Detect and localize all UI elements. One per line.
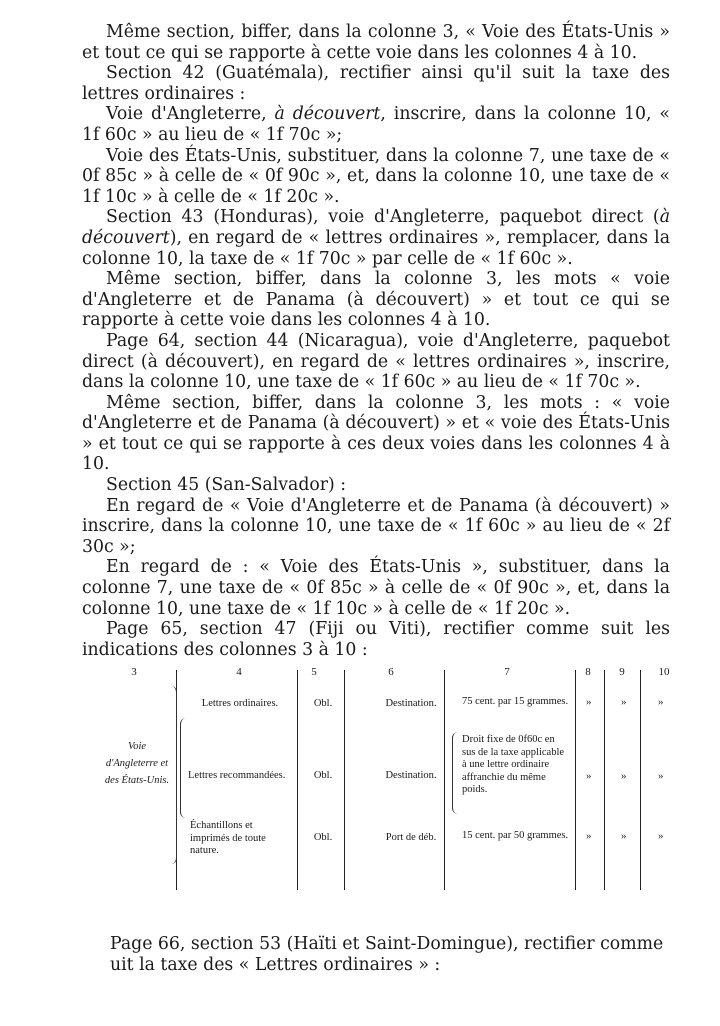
rule-col-9-10 — [640, 670, 641, 890]
row-1-obligation: Obl. — [313, 698, 333, 709]
row-2-tax: Droit fixe de 0f60c en sus de la taxe applicable à une lettre ordinaire affranchie du même poids. — [462, 734, 565, 795]
col-head-9: 9 — [619, 666, 625, 678]
row-1-tax: 75 cent. par 15 grammes. — [462, 696, 569, 707]
paragraph-9: Section 45 (San-Salvador) : — [106, 475, 347, 496]
row-1-col-8: » — [586, 696, 592, 708]
paragraph-5-rest: ), en regard de « lettres ordinaires », remplacer, dans la colonne 10, la taxe de « 1f 70c » par celle de « 1f 60c ». — [82, 227, 670, 269]
col-head-8: 8 — [585, 666, 591, 678]
row-3-obligation: Obl. — [313, 832, 333, 843]
paragraph-3-italic: à découvert — [274, 104, 381, 125]
row-2-type: Lettres recommandées. — [188, 770, 286, 781]
rule-col-7-8 — [575, 670, 576, 890]
col-head-3: 3 — [131, 666, 137, 678]
row-3-col-9: » — [621, 830, 627, 842]
paragraph-10: En regard de « Voie d'Angleterre et de Panama (à découvert) » inscrire, dans la colonne 10, une taxe de « 1f 60c » au lieu de « 2f 30c »; — [82, 495, 670, 557]
paragraph-6: Même section, biffer, dans la colonne 3, les mots « voie d'Angleterre et de Panama (à découvert) » et tout ce qui se rapporte à cette voie dans les colonnes 4 à 10. — [82, 269, 670, 331]
col-head-10: 10 — [658, 666, 670, 678]
route-label: Voie d'Angleterre et des États-Unis. — [104, 741, 170, 786]
rule-col-5-6 — [344, 670, 345, 890]
row-1-col-10: » — [658, 696, 664, 708]
row-3-tax: 15 cent. par 50 grammes. — [462, 830, 569, 841]
rule-col-6-7 — [444, 670, 445, 890]
tariff-table — [104, 666, 680, 892]
row-1-col-9: » — [621, 696, 627, 708]
row-2-obligation: Obl. — [313, 770, 333, 781]
paragraph-5-italic: à découvert — [82, 207, 670, 248]
paragraph-4: Voie des États-Unis, substituer, dans la colonne 7, une taxe de « 0f 85c » à celle de « 0f 90c », et, dans la colonne 10, une taxe de « 1f 10c » à celle de « 1f 20c ». — [82, 145, 670, 207]
row-1-type: Lettres ordinaires. — [201, 698, 279, 709]
paragraph-3 — [82, 104, 670, 145]
paragraph-5 — [82, 207, 670, 269]
row-2-col-8: » — [586, 770, 592, 782]
row-2-destination: Destination. — [385, 770, 437, 781]
row-1-destination: Destination. — [385, 698, 437, 709]
paragraph-1: Même section, biffer, dans la colonne 3, « Voie des États-Unis » et tout ce qui se rapporte à cette voie dans les colonnes 4 à 10. — [82, 22, 670, 63]
row-3-col-10: » — [658, 830, 664, 842]
col-head-7: 7 — [504, 666, 510, 678]
row-3-col-8: » — [586, 830, 592, 842]
route-brace — [166, 686, 177, 864]
paragraph-5-lead: Section 43 (Honduras), voie d'Angleterre, paquebot direct ( — [106, 207, 660, 228]
col-head-6: 6 — [388, 666, 394, 678]
row-3-type: Échantillons et imprimés de toute nature. — [190, 820, 266, 856]
rule-col-8-9 — [604, 670, 605, 890]
footer-paragraph-text: Page 66, section 53 (Haïti et Saint-Domingue), rectifier comme uit la taxe des « Lettres ordinaires » : — [110, 934, 664, 975]
col-head-5: 5 — [311, 666, 317, 678]
row-3-destination: Port de déb. — [385, 832, 437, 843]
paragraph-8: Même section, biffer, dans la colonne 3, les mots : « voie d'Angleterre et de Panama (à découvert) » et « voie des États-Unis » et tout ce qui se rapporte à ces deux voies dans les colonnes 4 à 10. — [82, 392, 670, 475]
footer-paragraph — [110, 934, 680, 976]
paragraph-12: Page 65, section 47 (Fiji ou Viti), rectifier comme suit les indications des colonnes 3 à 10 : — [82, 619, 670, 660]
paragraph-2: Section 42 (Guatémala), rectifier ainsi qu'il suit la taxe des lettres ordinaires : — [82, 63, 670, 104]
row-2-tax-brace — [452, 732, 461, 814]
paragraph-11: En regard de : « Voie des États-Unis », substituer, dans la colonne 7, une taxe de « 0f 85c » à celle de « 0f 90c », et, dans la colonne 10, une taxe de « 1f 10c » à celle de « 1f 20c ». — [82, 557, 670, 619]
col-head-4: 4 — [236, 666, 242, 678]
document-body — [82, 22, 670, 660]
paragraph-7: Page 64, section 44 (Nicaragua), voie d'Angleterre, paquebot direct (à découvert), en regard de « lettres ordinaires », inscrire, dans la colonne 10, une taxe de « 1f 60c » au lieu de « 1f 70c ». — [82, 330, 670, 393]
row-2-brace — [180, 718, 189, 818]
rule-col-4-5 — [297, 670, 298, 890]
paragraph-3-lead: Voie d'Angleterre, — [106, 104, 275, 125]
row-2-col-10: » — [658, 770, 664, 782]
paragraph-3-rest: , inscrire, dans la colonne 10, « 1f 60c » au lieu de « 1f 70c »; — [82, 104, 670, 145]
row-2-col-9: » — [621, 770, 627, 782]
